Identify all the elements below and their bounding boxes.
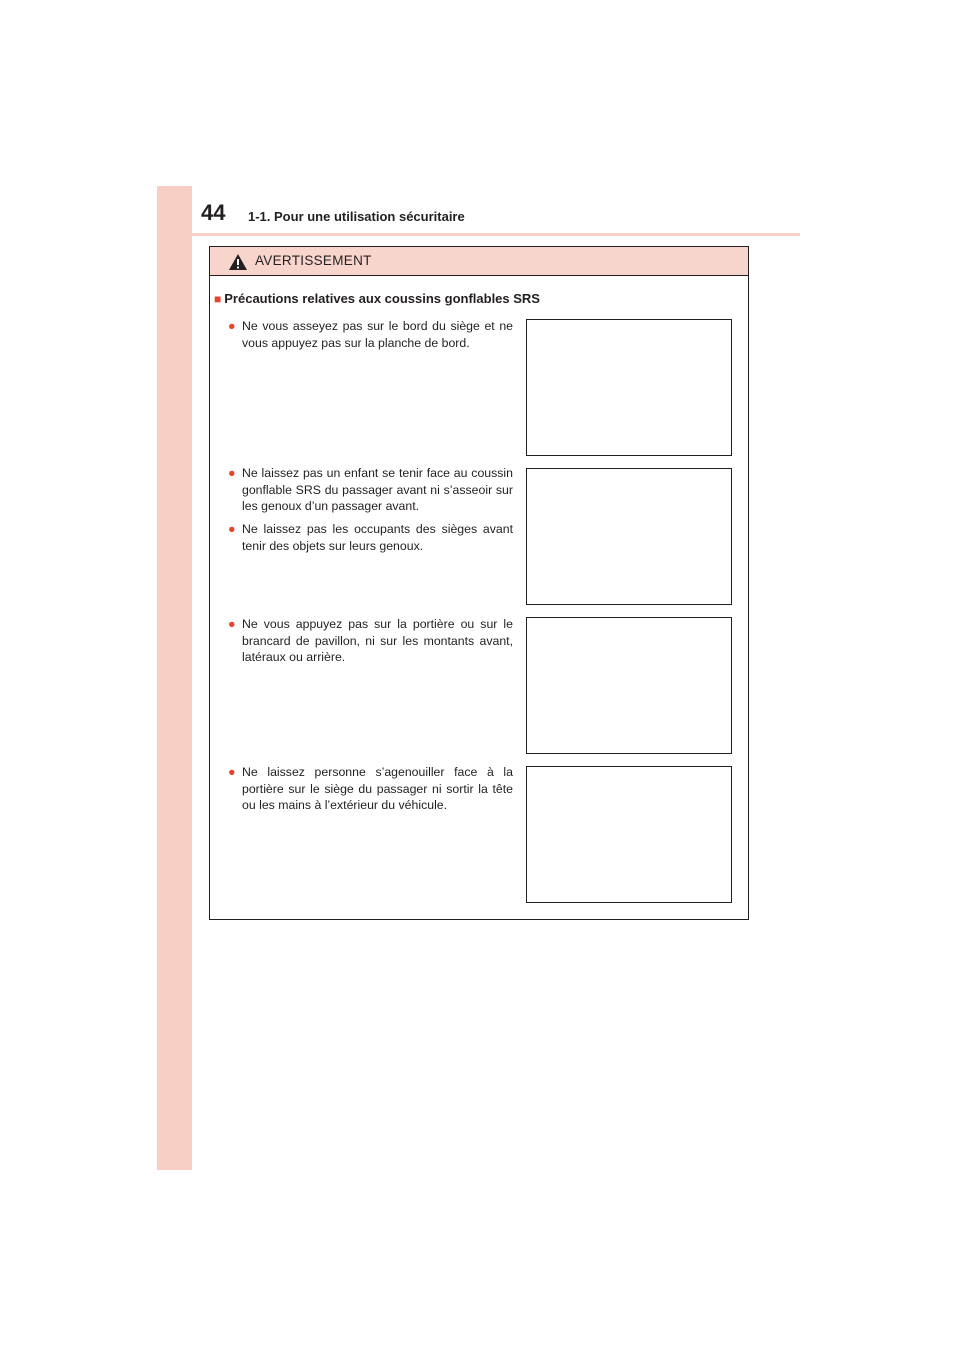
bullet-item — [228, 318, 513, 351]
section-title: 1-1. Pour une utilisation sécuritaire — [248, 209, 465, 224]
bullet-item — [228, 764, 513, 814]
subsection-heading — [214, 290, 540, 308]
bullet-text: Ne laissez personne s’agenouiller face à la portière sur le siège du passager ni sortir la tête ou les mains à l’extérieur du véhicule. — [242, 765, 513, 812]
bullet-text: Ne laissez pas les occupants des sièges avant tenir des objets sur leurs genoux. — [242, 522, 513, 553]
warning-title: AVERTISSEMENT — [255, 253, 372, 268]
illustration-frame — [526, 468, 732, 605]
bullet-text: Ne vous appuyez pas sur la portière ou sur le brancard de pavillon, ni sur les montants avant, latéraux ou arrière. — [242, 617, 513, 664]
page-number: 44 — [201, 200, 226, 225]
bullet-text: Ne laissez pas un enfant se tenir face au coussin gonflable SRS du passager avant ni s’asseoir sur les genoux d’un passager avant. — [242, 466, 513, 513]
bullet-dot-icon: ● — [228, 617, 236, 631]
bullet-dot-icon: ● — [228, 765, 236, 779]
bullet-item — [228, 521, 513, 554]
bullet-dot-icon: ● — [228, 466, 236, 480]
illustration-frame — [526, 766, 732, 903]
illustration-frame — [526, 617, 732, 754]
warning-triangle-icon — [228, 253, 248, 271]
bullet-text: Ne vous asseyez pas sur le bord du siège et ne vous appuyez pas sur la planche de bord. — [242, 319, 513, 350]
bullet-item — [228, 465, 513, 515]
side-band — [157, 186, 192, 1170]
warning-header — [210, 247, 748, 276]
illustration-frame — [526, 319, 732, 456]
warning-box — [209, 246, 749, 920]
bullet-dot-icon: ● — [228, 319, 236, 333]
bullet-item — [228, 616, 513, 666]
header-rule — [157, 233, 800, 236]
square-bullet-icon: ■ — [214, 292, 222, 306]
bullet-dot-icon: ● — [228, 522, 236, 536]
subsection-title: Précautions relatives aux coussins gonflables SRS — [224, 291, 540, 306]
